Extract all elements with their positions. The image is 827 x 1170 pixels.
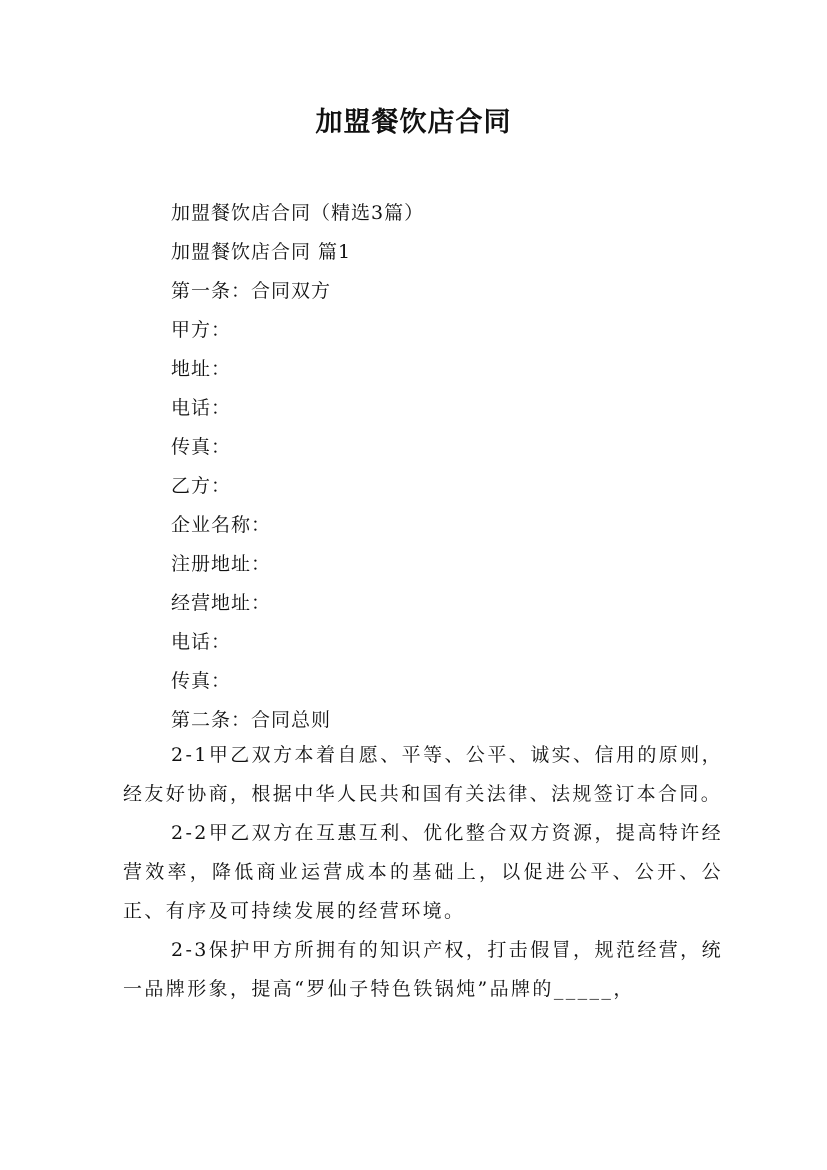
field-label: 注册地址：: [171, 553, 272, 575]
field-label: 经营地址：: [171, 592, 272, 614]
field-label: 电话：: [171, 631, 232, 653]
body-paragraph: 2-1甲乙双方本着自愿、平等、公平、诚实、信用的原则，经友好协商，根据中华人民共和国有关法律、法规签订本合同。: [123, 744, 723, 805]
document-lines: [171, 194, 731, 740]
field-label: 企业名称：: [171, 514, 272, 536]
document-title: 加盟餐饮店合同: [315, 107, 512, 138]
field-label: 甲方：: [171, 319, 232, 341]
body-paragraph: 2-2甲乙双方在互惠互利、优化整合双方资源，提高特许经营效率，降低商业运营成本的基础上，以促进公平、公开、公正、有序及可持续发展的经营环境。: [123, 822, 723, 922]
field-label: 传真：: [171, 436, 232, 458]
field-label: 乙方：: [171, 475, 232, 497]
field-label: 传真：: [171, 670, 232, 692]
section-heading: 加盟餐饮店合同 篇1: [171, 241, 352, 263]
body-paragraph: 2-3保护甲方所拥有的知识产权，打击假冒，规范经营，统一品牌形象，提高“罗仙子特色铁锅炖”品牌的_____，: [123, 939, 723, 1000]
field-label: 地址：: [171, 358, 232, 380]
article-heading: 第二条：合同总则: [171, 709, 332, 731]
document-paragraphs: [123, 736, 723, 1009]
subtitle-line: 加盟餐饮店合同（精选3篇）: [171, 202, 425, 224]
article-heading: 第一条：合同双方: [171, 280, 332, 302]
field-label: 电话：: [171, 397, 232, 419]
